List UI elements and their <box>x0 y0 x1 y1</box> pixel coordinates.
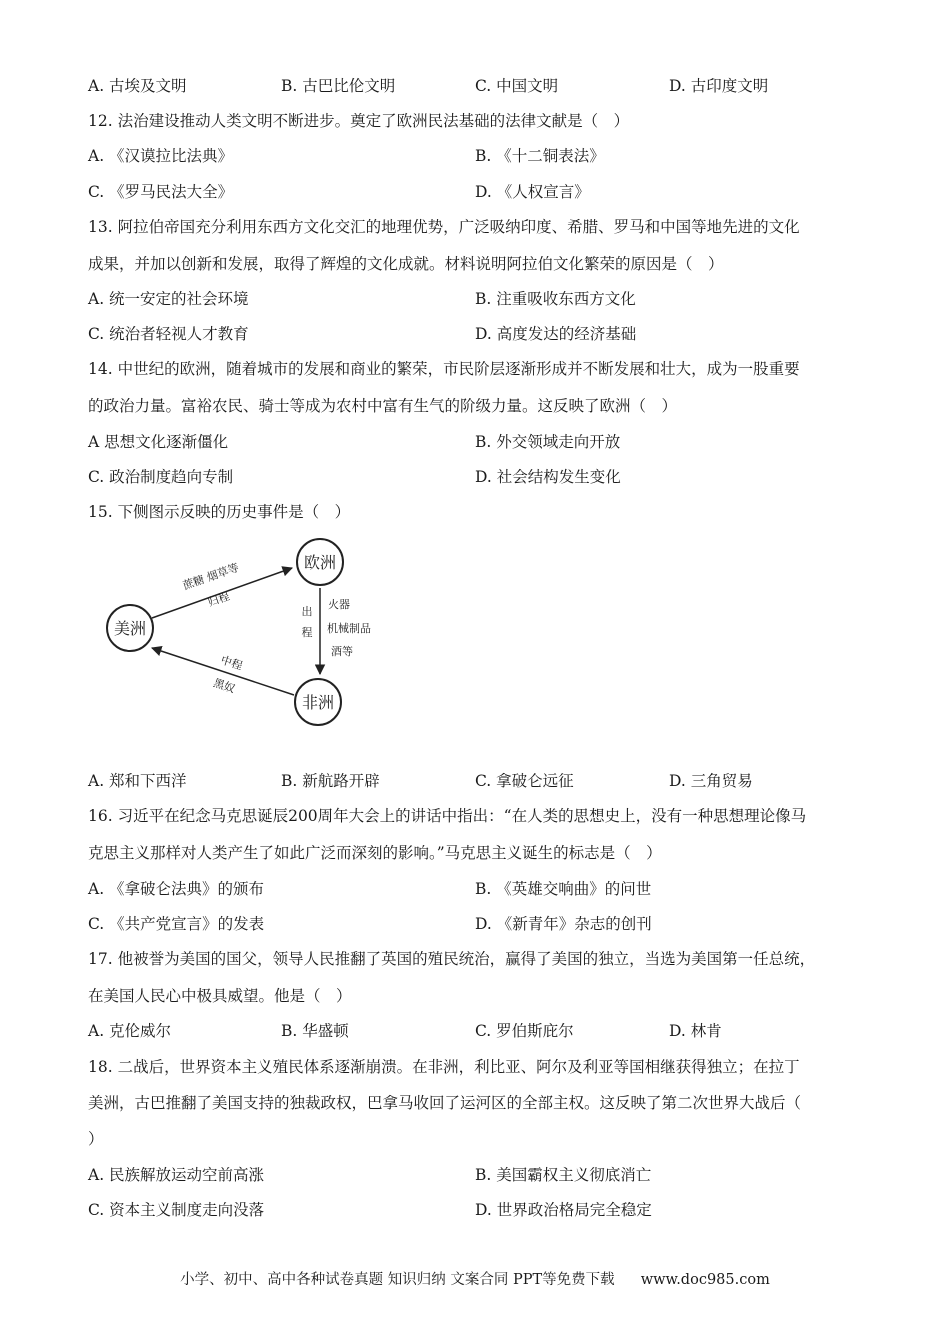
edge-return-goods: 蔗糖 烟草等 <box>181 561 241 593</box>
q15-stem: 15. 下侧图示反映的历史事件是（ ） <box>88 503 351 521</box>
edge-out-leg-char-2: 程 <box>301 626 313 639</box>
footer-url[interactable]: www.doc985.com <box>640 1272 770 1288</box>
q14-option-a: A 思想文化逐渐僵化 <box>88 433 229 451</box>
q13-stem-line-2: 成果，并加以创新和发展，取得了辉煌的文化成就。材料说明阿拉伯文化繁荣的原因是（ ） <box>88 255 724 273</box>
edge-middle-leg: 中程 <box>219 653 245 673</box>
q12-option-c: C. 《罗马民法大全》 <box>88 183 234 201</box>
q11-option-a: A. 古埃及文明 <box>88 77 187 95</box>
page-footer <box>0 1270 950 1290</box>
q17-option-c: C. 罗伯斯庇尔 <box>475 1022 574 1040</box>
q15-option-a: A. 郑和下西洋 <box>88 772 187 790</box>
node-europe-label: 欧洲 <box>303 553 337 572</box>
q16-option-b: B. 《英雄交响曲》的问世 <box>475 880 652 898</box>
q13-option-c: C. 统治者轻视人才教育 <box>88 325 249 343</box>
q18-option-c: C. 资本主义制度走向没落 <box>88 1201 265 1219</box>
q14-stem-line-1: 14. 中世纪的欧洲，随着城市的发展和商业的繁荣，市民阶层逐渐形成并不断发展和壮大，成为一股重要 <box>88 360 800 378</box>
q16-option-a: A. 《拿破仑法典》的颁布 <box>88 880 265 898</box>
q13-option-b: B. 注重吸收东西方文化 <box>475 290 636 308</box>
q12-option-d: D. 《人权宣言》 <box>475 183 590 201</box>
q17-stem-line-1: 17. 他被誉为美国的国父，领导人民推翻了英国的殖民统治，赢得了美国的独立，当选为美国第一任总统， <box>88 950 816 968</box>
footer-text: 小学、初中、高中各种试卷真题 知识归纳 文案合同 PPT等免费下载 <box>180 1272 615 1288</box>
edge-out-leg-char-1: 出 <box>301 605 313 618</box>
q17-option-a: A. 克伦威尔 <box>88 1022 172 1040</box>
edge-middle-goods: 黑奴 <box>211 676 237 696</box>
triangle-trade-diagram <box>96 528 386 734</box>
q17-stem-line-2: 在美国人民心中极具威望。他是（ ） <box>88 987 352 1005</box>
q14-option-c: C. 政治制度趋向专制 <box>88 468 234 486</box>
q14-option-b: B. 外交领域走向开放 <box>475 433 621 451</box>
q11-option-b: B. 古巴比伦文明 <box>281 77 396 95</box>
q17-option-d: D. 林肯 <box>669 1022 722 1040</box>
q11-option-c: C. 中国文明 <box>475 77 559 95</box>
q15-option-d: D. 三角贸易 <box>669 772 753 790</box>
edge-out-goods-1: 火器 <box>328 598 350 611</box>
q14-stem-line-2: 的政治力量。富裕农民、骑士等成为农村中富有生气的阶级力量。这反映了欧洲（ ） <box>88 397 678 415</box>
q12-option-b: B. 《十二铜表法》 <box>475 147 605 165</box>
q16-option-d: D. 《新青年》杂志的创刊 <box>475 915 652 933</box>
edge-out-goods-3: 酒等 <box>331 645 353 658</box>
edge-out-goods-2: 机械制品 <box>327 622 371 635</box>
q18-option-d: D. 世界政治格局完全稳定 <box>475 1201 652 1219</box>
q16-stem-line-1: 16. 习近平在纪念马克思诞辰200周年大会上的讲话中指出：“在人类的思想史上，没有一种思想理论像马 <box>88 807 807 825</box>
q18-stem-line-3: ） <box>88 1130 104 1148</box>
q13-stem-line-1: 13. 阿拉伯帝国充分利用东西方文化交汇的地理优势，广泛吸纳印度、希腊、罗马和中国等地先进的文化 <box>88 218 800 236</box>
q17-option-b: B. 华盛顿 <box>281 1022 349 1040</box>
q13-option-a: A. 统一安定的社会环境 <box>88 290 249 308</box>
node-africa-label: 非洲 <box>301 693 335 712</box>
q13-option-d: D. 高度发达的经济基础 <box>475 325 637 343</box>
node-america-label: 美洲 <box>113 619 147 638</box>
edge-return-leg: 归程 <box>206 589 232 610</box>
q15-option-c: C. 拿破仑远征 <box>475 772 574 790</box>
q16-stem-line-2: 克思主义那样对人类产生了如此广泛而深刻的影响。”马克思主义诞生的标志是（ ） <box>88 844 662 862</box>
q14-option-d: D. 社会结构发生变化 <box>475 468 621 486</box>
q18-stem-line-2: 美洲，古巴推翻了美国支持的独裁政权，巴拿马收回了运河区的全部主权。这反映了第二次世界大战后（ <box>88 1094 802 1112</box>
q15-option-b: B. 新航路开辟 <box>281 772 380 790</box>
q12-stem: 12. 法治建设推动人类文明不断进步。奠定了欧洲民法基础的法律文献是（ ） <box>88 112 630 130</box>
q18-option-b: B. 美国霸权主义彻底消亡 <box>475 1166 652 1184</box>
q18-stem-line-1: 18. 二战后，世界资本主义殖民体系逐渐崩溃。在非洲，利比亚、阿尔及利亚等国相继获得独立；在拉丁 <box>88 1058 800 1076</box>
q12-option-a: A. 《汉谟拉比法典》 <box>88 147 234 165</box>
q18-option-a: A. 民族解放运动空前高涨 <box>88 1166 265 1184</box>
q16-option-c: C. 《共产党宣言》的发表 <box>88 915 265 933</box>
q11-option-d: D. 古印度文明 <box>669 77 769 95</box>
